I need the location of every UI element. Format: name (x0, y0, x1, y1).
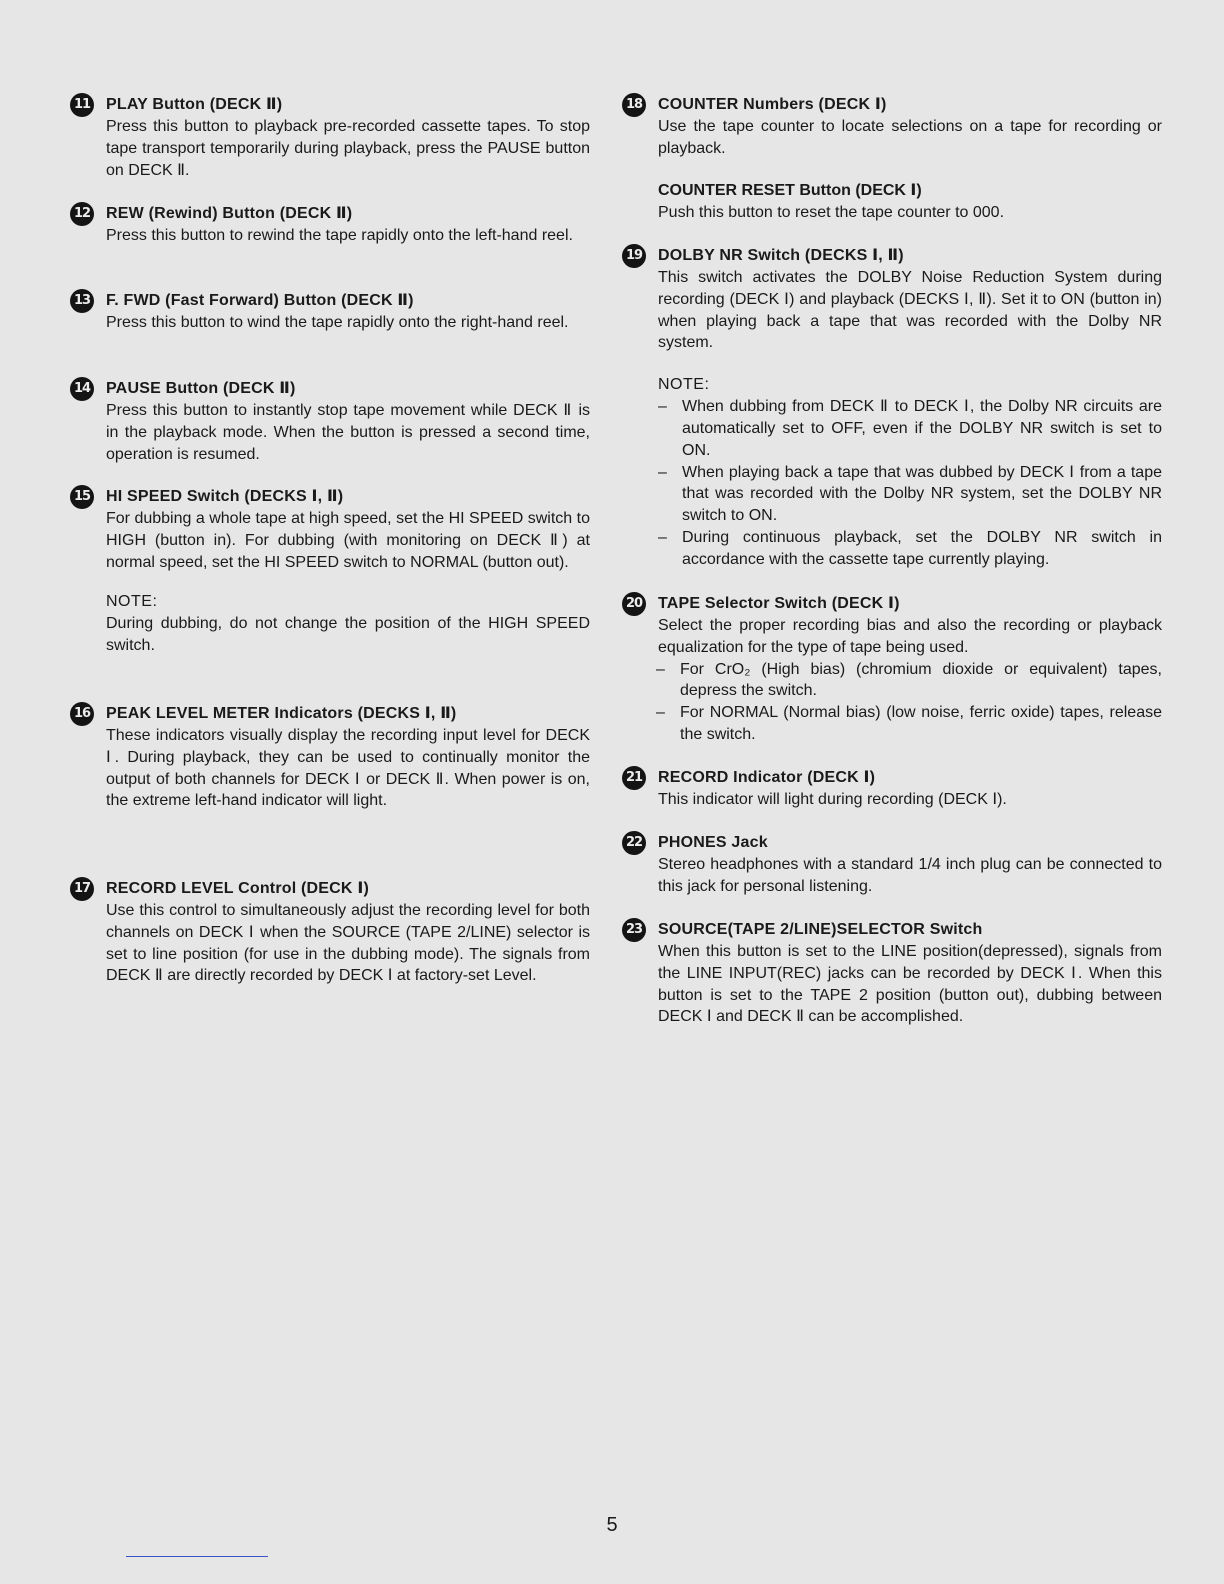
section-heading (70, 203, 590, 225)
item-number-badge: 15 (70, 485, 94, 509)
item-number-badge: 22 (622, 831, 646, 855)
section-title: DOLBY NR Switch (DECKS Ⅰ, Ⅱ) (658, 247, 904, 264)
section-peak-level-meter (70, 703, 590, 812)
section-title: SOURCE(TAPE 2/LINE)SELECTOR Switch (658, 921, 983, 938)
footer-rule (126, 1556, 268, 1557)
item-number-badge: 13 (70, 289, 94, 313)
section-ffwd-button (70, 290, 590, 334)
section-text: Use the tape counter to locate selections on a tape for recording or playback. (658, 118, 1162, 157)
tape-type-item: – For NORMAL (Normal bias) (low noise, ferric oxide) tapes, release the switch. (680, 702, 1162, 746)
section-heading (70, 290, 590, 312)
section-text: Use this control to simultaneously adjust the recording level for both channels on DECK Ⅰ when the SOURCE (TAPE 2/LINE) selector is set to line position (for use in the dubbing mode). The signals from DECK Ⅱ are directly recorded by DECK Ⅰ at factory-set Level. (106, 902, 590, 985)
section-title: TAPE Selector Switch (DECK Ⅰ) (658, 595, 900, 612)
section-text: Press this button to instantly stop tape movement while DECK Ⅱ is in the playback mode. When the button is pressed a second time, operation is resumed. (106, 402, 590, 463)
section-record-indicator (622, 767, 1162, 811)
item-number-badge: 20 (622, 592, 646, 616)
item-number-badge: 12 (70, 202, 94, 226)
section-hi-speed-switch (70, 486, 590, 657)
section-text: Stereo headphones with a standard 1/4 inch plug can be connected to this jack for personal listening. (658, 856, 1162, 895)
item-number-badge: 18 (622, 93, 646, 117)
note-title: NOTE: (658, 376, 710, 394)
section-title: PHONES Jack (658, 834, 768, 851)
section-heading (622, 94, 1162, 116)
section-text: These indicators visually display the recording input level for DECK Ⅰ. During playback, they can be used to continually monitor the output of both channels for DECK Ⅰ or DECK Ⅱ. When power is on, the extreme left-hand indicator will light. (106, 727, 590, 810)
tape-type-item: – For CrO₂ (High bias) (chromium dioxide or equivalent) tapes, depress the switch. (680, 659, 1162, 703)
counter-reset-text: Push this button to reset the tape counter to 000. (658, 203, 1005, 221)
item-number-badge: 11 (70, 93, 94, 117)
section-title: RECORD LEVEL Control (DECK Ⅰ) (106, 880, 370, 897)
section-heading (622, 593, 1162, 615)
tape-type-list (622, 659, 1162, 746)
section-text: Press this button to rewind the tape rapidly onto the left-hand reel. (106, 227, 573, 244)
note-item: – During continuous playback, set the DOLBY NR switch in accordance with the cassette tape currently playing. (682, 527, 1162, 571)
section-title: PEAK LEVEL METER Indicators (DECKS Ⅰ, Ⅱ) (106, 705, 457, 722)
section-heading (70, 94, 590, 116)
section-text: Press this button to playback pre-recorded cassette tapes. To stop tape transport temporarily during playback, press the PAUSE button on DECK Ⅱ. (106, 118, 590, 179)
section-heading (622, 767, 1162, 789)
section-play-button (70, 94, 590, 181)
note-item: – When playing back a tape that was dubbed by DECK Ⅰ from a tape that was recorded with the Dolby NR system, set the DOLBY NR switch to ON. (682, 462, 1162, 527)
section-heading (622, 919, 1162, 941)
item-number-badge: 17 (70, 877, 94, 901)
section-text: For dubbing a whole tape at high speed, set the HI SPEED switch to HIGH (button in). For dubbing (with monitoring on DECK Ⅱ) at normal speed, set the HI SPEED switch to NORMAL (button out). (106, 510, 590, 571)
section-title: COUNTER Numbers (DECK Ⅰ) (658, 96, 887, 113)
section-heading (622, 832, 1162, 854)
section-heading (70, 703, 590, 725)
section-text: When this button is set to the LINE position(depressed), signals from the LINE INPUT(REC) jacks can be recorded by DECK Ⅰ. When this button is set to the TAPE 2 position (button out), dubbing between DECK Ⅰ and DECK Ⅱ can be accomplished. (658, 943, 1162, 1026)
section-title: HI SPEED Switch (DECKS Ⅰ, Ⅱ) (106, 488, 344, 505)
item-number-badge: 19 (622, 244, 646, 268)
note-text: During dubbing, do not change the position of the HIGH SPEED switch. (106, 615, 590, 655)
section-text: Press this button to wind the tape rapidly onto the right-hand reel. (106, 314, 569, 331)
note-title: NOTE: (106, 593, 158, 611)
page-number: 5 (606, 1514, 618, 1536)
section-phones-jack (622, 832, 1162, 898)
section-source-selector (622, 919, 1162, 1028)
section-record-level-control (70, 878, 590, 987)
counter-reset-title: COUNTER RESET Button (DECK Ⅰ) (658, 181, 922, 199)
section-dolby-nr-switch (622, 245, 1162, 571)
section-heading (70, 878, 590, 900)
item-number-badge: 21 (622, 766, 646, 790)
item-number-badge: 16 (70, 702, 94, 726)
section-title: RECORD Indicator (DECK Ⅰ) (658, 769, 876, 786)
note-item: – When dubbing from DECK Ⅱ to DECK Ⅰ, the Dolby NR circuits are automatically set to OFF, even if the DOLBY NR switch is set to ON. (682, 396, 1162, 461)
section-title: PAUSE Button (DECK Ⅱ) (106, 380, 296, 397)
section-counter-numbers (622, 94, 1162, 223)
section-title: REW (Rewind) Button (DECK Ⅱ) (106, 205, 353, 222)
note-list (622, 396, 1162, 570)
section-text: Select the proper recording bias and also the recording or playback equalization for the type of tape being used. (658, 617, 1162, 656)
section-heading (70, 486, 590, 508)
section-text: This indicator will light during recording (DECK Ⅰ). (658, 791, 1007, 808)
section-pause-button (70, 378, 590, 465)
section-tape-selector (622, 593, 1162, 746)
item-number-badge: 23 (622, 918, 646, 942)
section-heading (70, 378, 590, 400)
section-rew-button (70, 203, 590, 247)
item-number-badge: 14 (70, 377, 94, 401)
section-title: F. FWD (Fast Forward) Button (DECK Ⅱ) (106, 292, 414, 309)
section-text: This switch activates the DOLBY Noise Reduction System during recording (DECK Ⅰ) and playback (DECKS Ⅰ, Ⅱ). Set it to ON (button in) when playing back a tape that was recorded with the Dolby NR system. (658, 269, 1162, 352)
section-title: PLAY Button (DECK Ⅱ) (106, 96, 283, 113)
section-heading (622, 245, 1162, 267)
